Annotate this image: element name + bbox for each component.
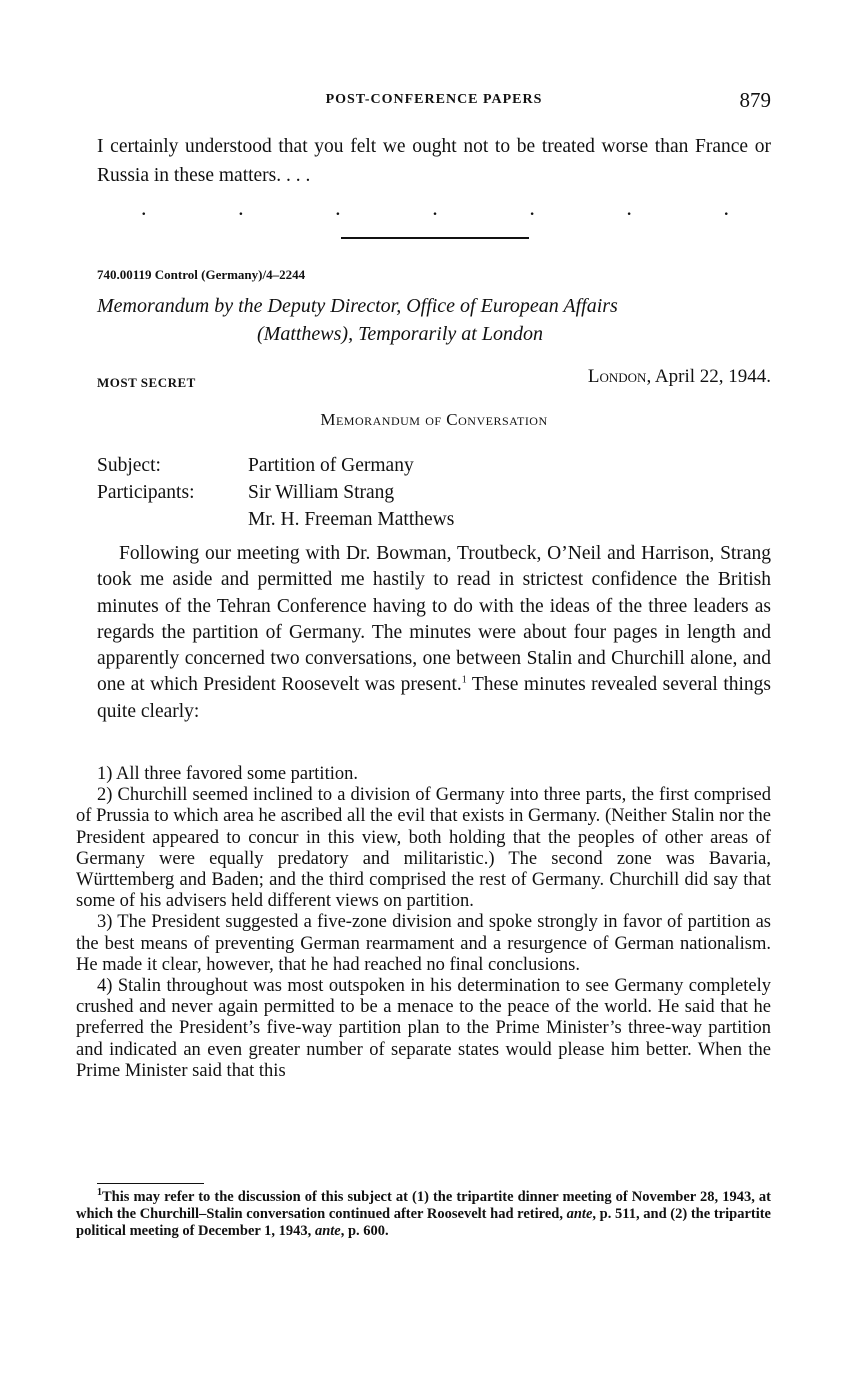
subject-value: Partition of Germany — [248, 455, 414, 476]
numbered-list — [76, 764, 771, 1082]
running-head-title: POST-CONFERENCE PAPERS — [325, 92, 543, 107]
footnote-reference: 1 — [461, 674, 467, 686]
list-item: 1) All three favored some partition. — [97, 764, 358, 784]
footnote — [76, 1189, 771, 1240]
participant: Mr. H. Freeman Matthews — [248, 509, 455, 530]
document-title — [97, 292, 771, 348]
list-item: 2) Churchill seemed inclined to a division of Germany into three parts, the first comprised of Prussia to which area he ascribed all the evil that exists in Germany. (Neither Stalin nor the President appeared to concur in this view, both holding that the peoples of other areas of Germany were equally predatory and militaristic.) The second zone was Bavaria, Württemberg and Baden; and the third comprised the rest of Germany. Churchill did say that some of his advisers held different views on partition. — [76, 785, 771, 912]
continuation-text: I certainly understood that you felt we ought not to be treated worse than France or Russia in these matters. . . . — [97, 136, 771, 186]
footnote-ante: ante — [314, 1223, 341, 1239]
dateline — [588, 366, 771, 388]
paragraph-text-tail: These minutes revealed several things quite clearly: — [97, 674, 771, 722]
participant: Sir William Strang — [248, 482, 395, 503]
document-title-line1: Memorandum by the Deputy Director, Office of European Affairs — [97, 295, 618, 317]
participants-row — [97, 479, 771, 533]
subject-label: Subject: — [97, 455, 161, 476]
document-title-line2: (Matthews), Temporarily at London — [257, 323, 543, 345]
participants-label: Participants: — [97, 482, 195, 503]
ellipsis-dot: . — [238, 195, 244, 220]
ellipsis-dot: . — [723, 195, 729, 220]
participants-list — [248, 479, 454, 533]
dateline-date: , April 22, 1944. — [646, 366, 771, 387]
ellipsis-dot: . — [626, 195, 632, 220]
footnote-text-part: , p. 600. — [340, 1223, 389, 1239]
running-head — [97, 88, 771, 118]
list-item: 3) The President suggested a five-zone division and spoke strongly in favor of partition as the best means of preventing German rearmament and a resurgence of German nationalism. He made it clear, however, that he had reached no final conclusions. — [76, 912, 771, 975]
page-number: 879 — [739, 88, 771, 112]
ellipsis-dot: . — [335, 195, 341, 220]
footnote-rule — [97, 1183, 204, 1184]
footnote-text-part: , p. 511, and (2) the tripartite political meeting of December 1, 1943, — [76, 1206, 771, 1239]
footnote-marker: 1 — [97, 1187, 102, 1199]
footnote-ante: ante — [566, 1206, 593, 1222]
dateline-place: London — [587, 366, 647, 387]
list-item: 4) Stalin throughout was most outspoken in his determination to see Germany completely crushed and never again permitted to be a menace to the peace of the world. He said that he preferred the President’s five-way partition plan to the Prime Minister’s three-way partition and indicated an even greater number of separate states would please him better. When the Prime Minister said that this — [76, 976, 771, 1081]
file-reference: 740.00119 Control (Germany)/4–2244 — [97, 267, 306, 282]
memo-metadata — [97, 452, 771, 533]
ellipsis-dot: . — [141, 195, 147, 220]
ellipsis-dot: . — [529, 195, 535, 220]
memorandum-heading: Memorandum of Conversation — [320, 410, 548, 429]
ellipsis-dot: . — [432, 195, 438, 220]
classification-marking: MOST SECRET — [97, 375, 196, 390]
memo-body — [97, 541, 771, 725]
ellipsis-row — [141, 195, 729, 221]
footnote-text-part: This may refer to the discussion of this subject at (1) the tripartite dinner meeting of November 28, 1943, at which the Churchill–Stalin conversation continued after Roosevelt had retired, — [76, 1189, 771, 1222]
paragraph-text: Following our meeting with Dr. Bowman, Troutbeck, O’Neil and Harrison, Strang took me aside and permitted me hastily to read in strictest confidence the British minutes of the Tehran Conference having to do with the ideas of the three leaders as regards the partition of Germany. The minutes were about four pages in length and apparently concerned two conversations, one between Stalin and Churchill alone, and one at which President Roosevelt was present. — [97, 543, 771, 696]
footnote-text — [76, 1189, 771, 1240]
subject-row — [97, 452, 771, 479]
section-divider — [341, 237, 529, 239]
body-paragraph — [97, 541, 771, 725]
